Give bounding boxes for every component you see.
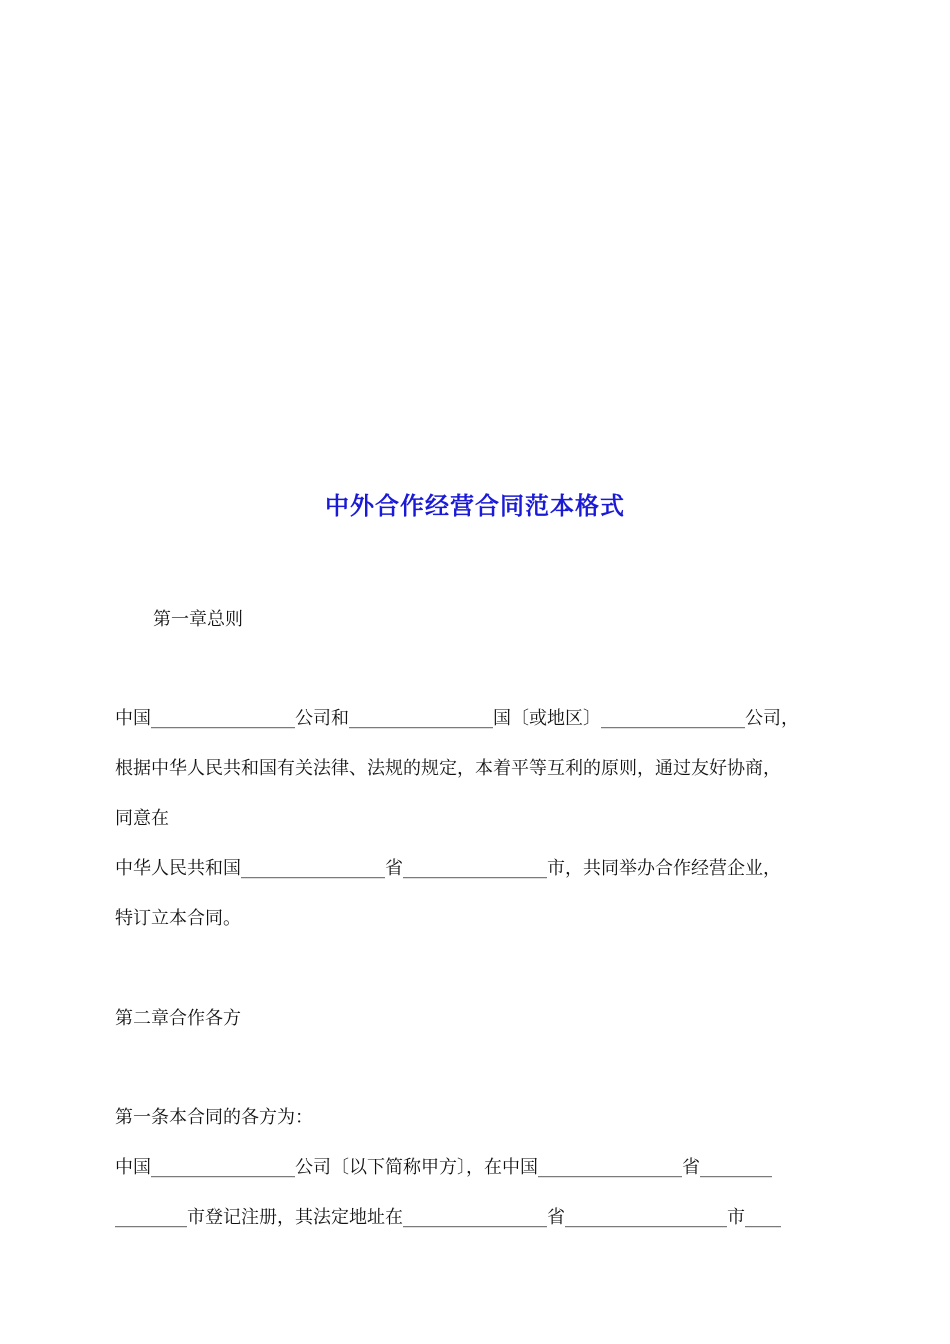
chapter-1-heading: 第一章总则: [153, 609, 243, 630]
paragraph-line-1: 中国________________公司和________________国〔或地区〕________________公司，: [115, 708, 799, 729]
paragraph-line-5: 特订立本合同。: [115, 908, 241, 929]
party-line-2: ________市登记注册，其法定地址在________________省__________________市____: [115, 1207, 781, 1228]
paragraph-line-3: 同意在: [115, 808, 169, 829]
paragraph-line-2: 根据中华人民共和国有关法律、法规的规定，本着平等互利的原则，通过友好协商，: [115, 758, 781, 779]
party-line-1: 中国________________公司〔以下简称甲方〕，在中国________________省________: [115, 1157, 772, 1178]
document-title: 中外合作经营合同范本格式: [325, 492, 625, 520]
chapter-2-heading: 第二章合作各方: [115, 1008, 241, 1029]
article-1-heading: 第一条本合同的各方为：: [115, 1107, 313, 1128]
paragraph-line-4: 中华人民共和国________________省________________市，共同举办合作经营企业，: [115, 858, 781, 879]
